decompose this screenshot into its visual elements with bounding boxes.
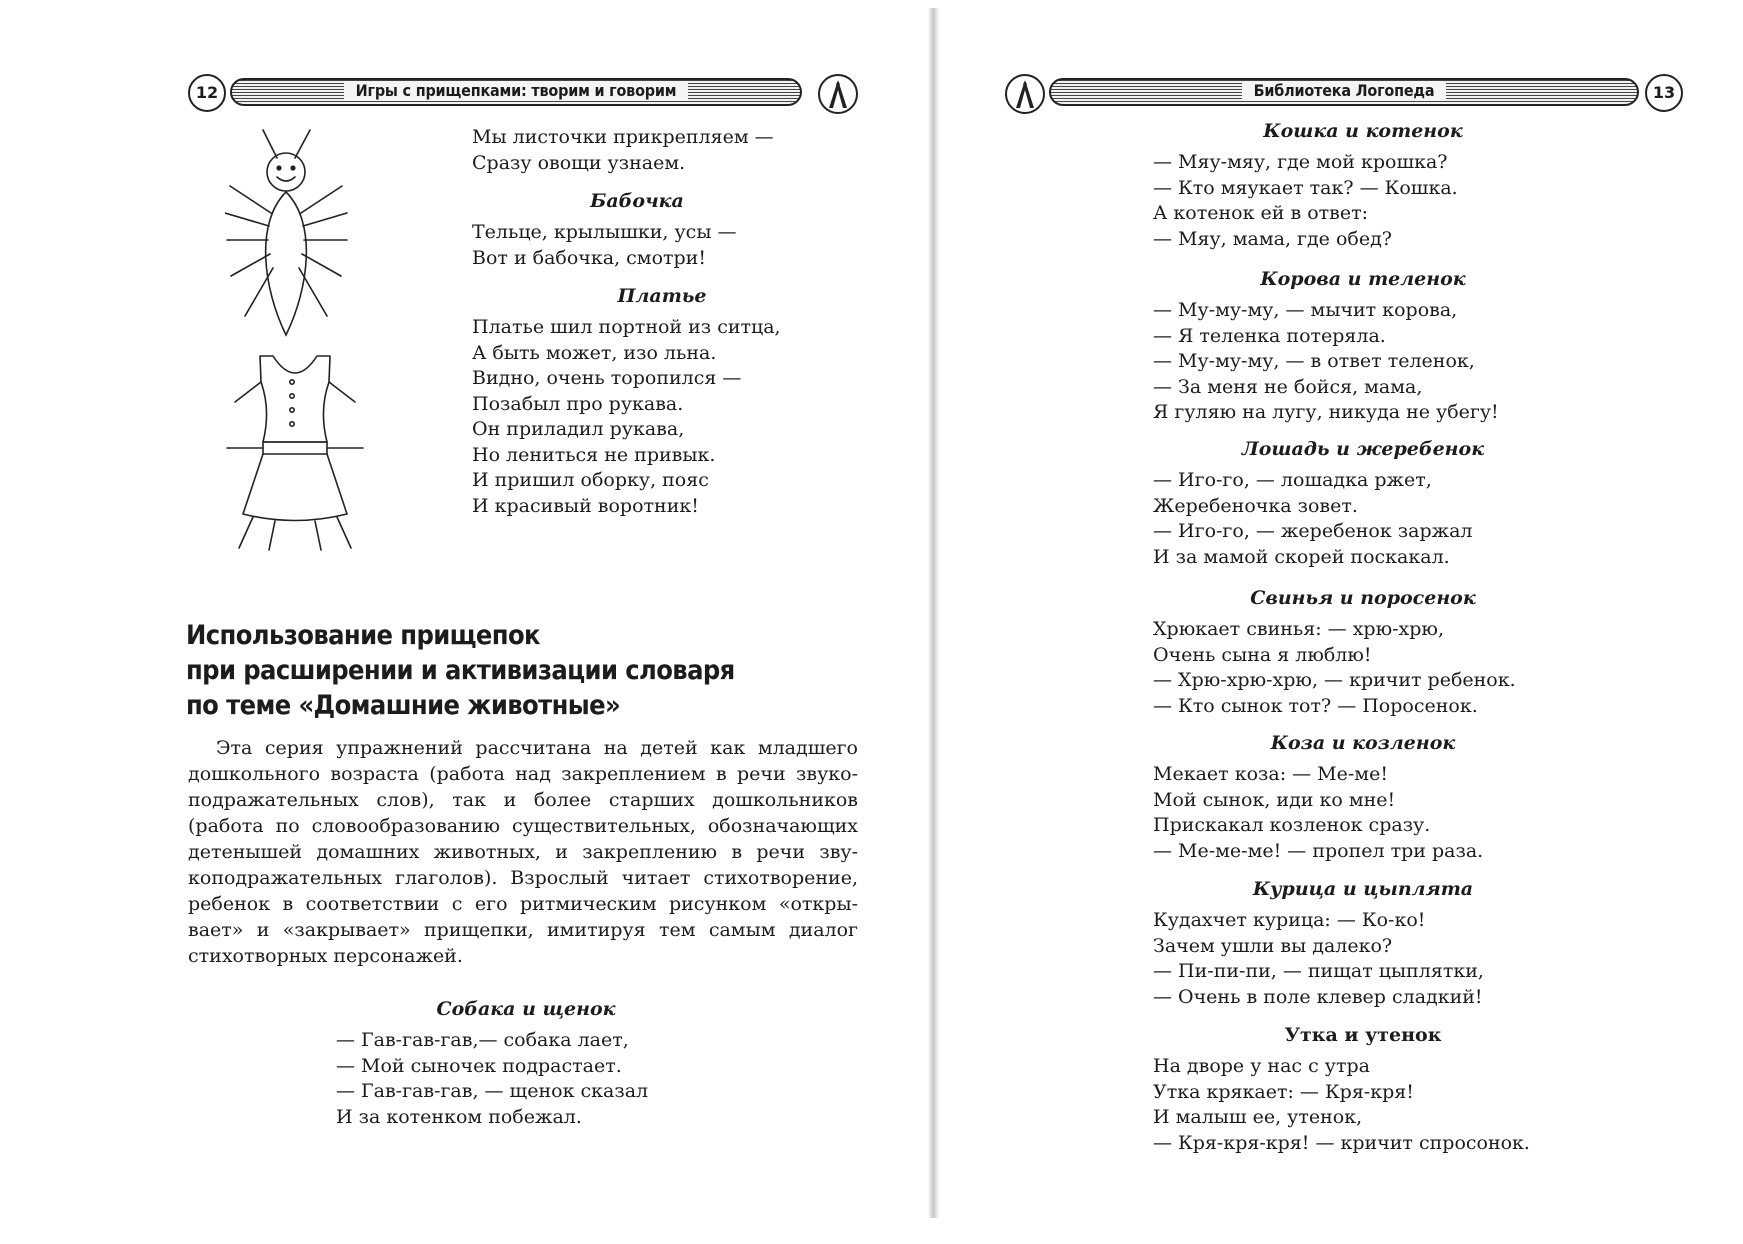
paragraph-line: дошкольного возраста (работа над закреплением в речи звуко- bbox=[188, 763, 858, 785]
section-heading-line: при расширении и активизации словаря bbox=[186, 655, 735, 686]
poem-title: Корова и теленок bbox=[1260, 268, 1466, 290]
poem-line: — Я теленка потеряла. bbox=[1153, 324, 1386, 347]
library-logo-icon bbox=[818, 74, 858, 114]
paragraph-line: стихотворных персонажей. bbox=[188, 945, 463, 967]
poem-line: — Мяу-мяу, где мой крошка? bbox=[1153, 151, 1448, 173]
poem-title: Собака и щенок bbox=[436, 998, 616, 1020]
page-number-left: 12 bbox=[188, 74, 226, 112]
section-heading-line: по теме «Домашние животные» bbox=[186, 690, 621, 721]
poem-title: Свинья и поросенок bbox=[1250, 587, 1476, 609]
left-running-header bbox=[188, 74, 860, 112]
poem-stanza bbox=[336, 996, 716, 1130]
poem-title: Курица и цыплята bbox=[1252, 878, 1474, 900]
poem-line: Он приладил рукава, bbox=[472, 418, 685, 440]
poem-line: И малыш ее, утенок, bbox=[1153, 1106, 1363, 1128]
paragraph-line: Эта серия упражнений рассчитана на детей как младшего bbox=[216, 737, 858, 759]
header-title-right: Библиотека Логопеда bbox=[1242, 81, 1447, 101]
poem-line: Но лениться не привык. bbox=[472, 443, 716, 466]
poem-line: И за мамой скорей поскакал. bbox=[1153, 545, 1450, 568]
poem-line: — Мой сыночек подрастает. bbox=[336, 1054, 622, 1077]
poem-line: Очень сына я люблю! bbox=[1153, 643, 1372, 666]
poem-title: Утка и утенок bbox=[1284, 1024, 1442, 1046]
butterfly-illustration bbox=[225, 128, 350, 338]
poem-line: Вот и бабочка, смотри! bbox=[472, 246, 706, 269]
poem-line: Хрюкает свинья: — хрю-хрю, bbox=[1153, 618, 1445, 640]
poem-stanza bbox=[1153, 436, 1573, 570]
poem-stanza bbox=[1153, 876, 1573, 1010]
right-page bbox=[935, 0, 1743, 1244]
poem-line: — Кто сынок тот? — Поросенок. bbox=[1153, 694, 1478, 717]
poem-line: — Мяу, мама, где обед? bbox=[1153, 227, 1392, 250]
poem-stanza bbox=[1153, 118, 1573, 252]
poem-line: — Очень в поле клевер сладкий! bbox=[1153, 985, 1483, 1008]
poem-line: Я гуляю на лугу, никуда не убегу! bbox=[1153, 401, 1499, 423]
poem-line: — Кря-кря-кря! — кричит спросонок. bbox=[1153, 1131, 1530, 1154]
poem-line: — Хрю-хрю-хрю, — кричит ребенок. bbox=[1153, 669, 1516, 691]
poem-line: Прискакал козленок сразу. bbox=[1153, 814, 1431, 836]
dress-illustration bbox=[225, 352, 365, 552]
poem-title: Лошадь и жеребенок bbox=[1241, 438, 1485, 460]
poem-title: Кошка и котенок bbox=[1263, 120, 1463, 142]
poem-title: Платье bbox=[617, 285, 707, 307]
poem-line: Видно, очень торопился — bbox=[472, 367, 742, 389]
poem-line: И красивый воротник! bbox=[472, 494, 699, 517]
section-heading-line: Использование прищепок bbox=[186, 620, 540, 651]
poem-line: — Иго-го, — жеребенок заржал bbox=[1153, 520, 1473, 542]
poem-line: Сразу овощи узнаем. bbox=[472, 151, 686, 174]
poem-stanza bbox=[1153, 266, 1573, 426]
poem-stanza bbox=[1153, 585, 1573, 719]
poem-line: А котенок ей в ответ: bbox=[1153, 202, 1369, 224]
poem-line: Жеребеночка зовет. bbox=[1153, 494, 1358, 517]
poem-line: — Му-му-му, — мычит корова, bbox=[1153, 299, 1458, 321]
poem-line: Утка крякает: — Кря-кря! bbox=[1153, 1080, 1414, 1103]
page-number-right: 13 bbox=[1645, 74, 1683, 112]
poem-title: Бабочка bbox=[590, 190, 684, 212]
paragraph-line: коподражательных глаголов). Взрослый читает стихотворение, bbox=[188, 867, 858, 889]
poem-line: — Гав-гав-гав,— собака лает, bbox=[336, 1029, 629, 1051]
paragraph-line: подражательных слов), так и более старших дошкольников bbox=[188, 789, 858, 811]
paragraph-line: детенышей домашних животных, и закреплению в речи зву- bbox=[188, 841, 858, 863]
poem-line: — Гав-гав-гав, — щенок сказал bbox=[336, 1080, 649, 1102]
poem-stanza bbox=[1153, 1022, 1573, 1156]
poem-line: — Иго-го, — лошадка ржет, bbox=[1153, 469, 1432, 491]
poem-line: А быть может, изо льна. bbox=[472, 341, 717, 364]
right-running-header bbox=[1005, 74, 1687, 112]
poem-line: Тельце, крылышки, усы — bbox=[472, 221, 737, 243]
poem-line: Мы листочки прикрепляем — bbox=[472, 126, 774, 148]
paragraph-line: вает» и «закрывает» прищепки, имитируя тем самым диалог bbox=[188, 919, 858, 941]
poem-title: Коза и козленок bbox=[1270, 732, 1456, 754]
poem-line: Мой сынок, иди ко мне! bbox=[1153, 788, 1396, 811]
intro-paragraph bbox=[188, 735, 858, 969]
poem-line: Позабыл про рукава. bbox=[472, 392, 684, 415]
poem-line: — Му-му-му, — в ответ теленок, bbox=[1153, 350, 1475, 372]
section-heading bbox=[186, 618, 746, 723]
header-band-right bbox=[1049, 78, 1639, 106]
poem-line: Зачем ушли вы далеко? bbox=[1153, 934, 1393, 957]
poem-line: — Пи-пи-пи, — пищат цыплятки, bbox=[1153, 960, 1484, 982]
paragraph-line: (работа по словообразованию существительных, обозначающих bbox=[188, 815, 858, 837]
poem-line: Платье шил портной из ситца, bbox=[472, 316, 781, 338]
poem-stanza bbox=[472, 125, 852, 176]
header-title-left: Игры с прищепками: творим и говорим bbox=[344, 81, 689, 101]
poem-stanza bbox=[472, 188, 802, 271]
poem-line: — За меня не бойся, мама, bbox=[1153, 375, 1423, 398]
poem-line: И пришил оборку, пояс bbox=[472, 469, 709, 491]
poem-stanza bbox=[1153, 730, 1573, 864]
poem-line: И за котенком побежал. bbox=[336, 1105, 582, 1128]
poem-line: — Ме-ме-ме! — пропел три раза. bbox=[1153, 839, 1484, 862]
poem-line: Мекает коза: — Ме-ме! bbox=[1153, 763, 1388, 785]
poem-line: На дворе у нас с утра bbox=[1153, 1055, 1370, 1077]
poem-stanza bbox=[472, 283, 852, 519]
poem-line: — Кто мяукает так? — Кошка. bbox=[1153, 176, 1458, 199]
poem-line: Кудахчет курица: — Ко-ко! bbox=[1153, 909, 1426, 931]
library-logo-icon bbox=[1005, 74, 1045, 114]
header-band-left bbox=[230, 78, 802, 106]
paragraph-line: ребенок в соответствии с его ритмическим рисунком «откры- bbox=[188, 893, 858, 915]
